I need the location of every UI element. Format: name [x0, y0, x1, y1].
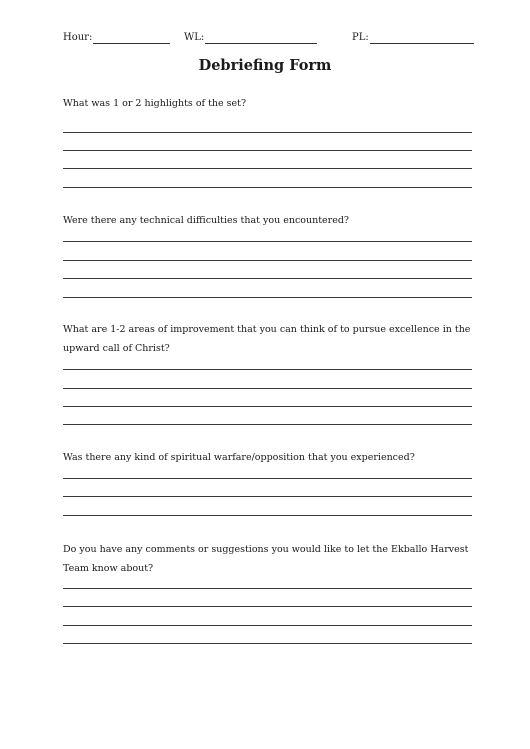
question-5: Do you have any comments or suggestions you would like to let the Ekballo Harvest Team know about? [63, 544, 469, 574]
pl-field[interactable] [352, 32, 474, 44]
wl-field[interactable] [184, 32, 317, 44]
page-title: Debriefing Form [198, 57, 332, 74]
answer-line[interactable] [63, 150, 472, 151]
hour-blank-line[interactable] [93, 34, 170, 44]
answer-line[interactable] [63, 588, 472, 589]
answer-line[interactable] [63, 478, 472, 479]
wl-blank-line[interactable] [205, 34, 317, 44]
answer-line[interactable] [63, 424, 472, 425]
answer-line[interactable] [63, 278, 472, 279]
answer-line[interactable] [63, 297, 472, 298]
answer-line[interactable] [63, 625, 472, 626]
answer-line[interactable] [63, 369, 472, 370]
pl-blank-line[interactable] [370, 34, 474, 44]
answer-line[interactable] [63, 643, 472, 644]
question-2: Were there any technical difficulties that you encountered? [63, 215, 349, 226]
answer-line[interactable] [63, 388, 472, 389]
answer-line[interactable] [63, 241, 472, 242]
wl-label: WL: [184, 32, 205, 43]
answer-line[interactable] [63, 606, 472, 607]
answer-line[interactable] [63, 187, 472, 188]
answer-line[interactable] [63, 260, 472, 261]
answer-line[interactable] [63, 496, 472, 497]
answer-line[interactable] [63, 132, 472, 133]
question-3: What are 1-2 areas of improvement that you can think of to pursue excellence in the upward call of Christ? [63, 324, 471, 354]
hour-label: Hour: [63, 32, 93, 43]
hour-field[interactable] [63, 32, 170, 44]
question-1: What was 1 or 2 highlights of the set? [63, 98, 247, 109]
answer-line[interactable] [63, 168, 472, 169]
answer-line[interactable] [63, 515, 472, 516]
pl-label: PL: [352, 32, 369, 43]
question-4: Was there any kind of spiritual warfare/opposition that you experienced? [63, 452, 415, 463]
answer-line[interactable] [63, 406, 472, 407]
